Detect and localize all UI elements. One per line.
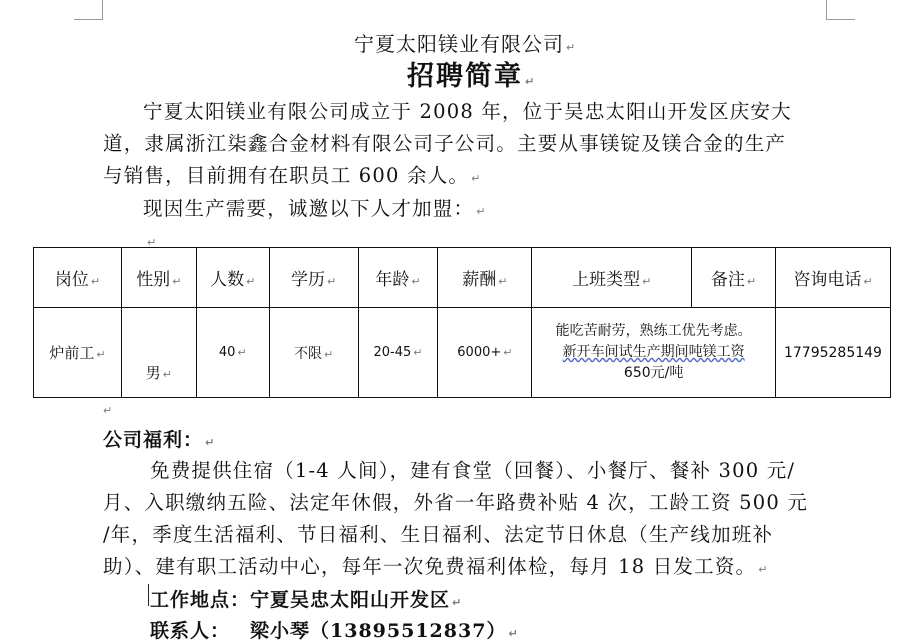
cell-education: 不限 ↵	[269, 308, 358, 398]
note-line-3: 650元/吨	[623, 365, 684, 381]
note-line-2: 新开车间试生产期间吨镁工资	[562, 344, 745, 360]
header-count: 人数 ↵	[196, 248, 269, 308]
intro-line-2: 道，隶属浙江柒鑫合金材料有限公司子公司。主要从事镁锭及镁合金的生产	[103, 132, 787, 155]
contact-value: 梁小琴（13895512837）	[250, 620, 507, 642]
invite-line: 现因生产需要，诚邀以下人才加盟： ↵	[143, 197, 487, 220]
header-post: 岗位 ↵	[34, 248, 122, 308]
work-location-line: 工作地点：宁夏吴忠太阳山开发区 ↵	[150, 589, 463, 611]
job-table	[33, 247, 891, 398]
cell-phone: 17795285149	[775, 308, 890, 398]
header-phone: 咨询电话 ↵	[775, 248, 890, 308]
contact-label: 联系人：	[150, 620, 231, 642]
header-salary: 薪酬 ↵	[438, 248, 532, 308]
crop-mark-top-left	[74, 0, 103, 20]
contact-line: 联系人： 梁小琴（13895512837） ↵	[150, 620, 519, 642]
crop-mark-top-right	[826, 0, 855, 20]
header-work-type: 上班类型 ↵	[532, 248, 692, 308]
welfare-line-3: /年，季度生活福利、节日福利、生日福利、法定节日休息（生产线加班补	[103, 523, 774, 546]
cell-age: 20-45 ↵	[358, 308, 438, 398]
header-gender: 性别 ↵	[121, 248, 196, 308]
table-row	[34, 308, 891, 398]
intro-line-3: 与销售，目前拥有在职员工 600 余人。 ↵	[103, 164, 482, 187]
document-title: 招聘简章 ↵	[407, 61, 537, 92]
welfare-heading: 公司福利： ↵	[103, 429, 216, 451]
company-name-line: 宁夏太阳镁业有限公司 ↵	[354, 32, 577, 56]
header-age: 年龄 ↵	[358, 248, 438, 308]
welfare-line-4: 助）、建有职工活动中心，每年一次免费福利体检，每月 18 日发工资。 ↵	[103, 555, 769, 578]
text-cursor	[148, 584, 149, 606]
intro-line-1: 宁夏太阳镁业有限公司成立于 2008 年，位于吴忠太阳山开发区庆安大	[143, 100, 792, 123]
empty-paragraph: ↵	[147, 236, 157, 249]
header-education: 学历 ↵	[269, 248, 358, 308]
work-location-value: 宁夏吴忠太阳山开发区	[250, 589, 451, 611]
cell-gender: 男 ↵	[121, 308, 196, 398]
cell-count: 40 ↵	[196, 308, 269, 398]
welfare-line-1: 免费提供住宿（1-4 人间），建有食堂（回餐）、小餐厅、餐补 300 元/	[150, 459, 796, 482]
welfare-line-2: 月、入职缴纳五险、法定年休假，外省一年路费补贴 4 次，工龄工资 500 元	[103, 491, 809, 514]
note-line-1: 能吃苦耐劳，熟练工优先考虑。	[555, 323, 752, 339]
work-location-label: 工作地点：	[150, 589, 251, 611]
empty-paragraph-2: ↵	[103, 404, 113, 417]
table-header-row	[34, 248, 891, 308]
header-note: 备注 ↵	[692, 248, 776, 308]
cell-post: 炉前工 ↵	[34, 308, 122, 398]
cell-salary: 6000+ ↵	[438, 308, 532, 398]
cell-work-note	[532, 308, 776, 398]
